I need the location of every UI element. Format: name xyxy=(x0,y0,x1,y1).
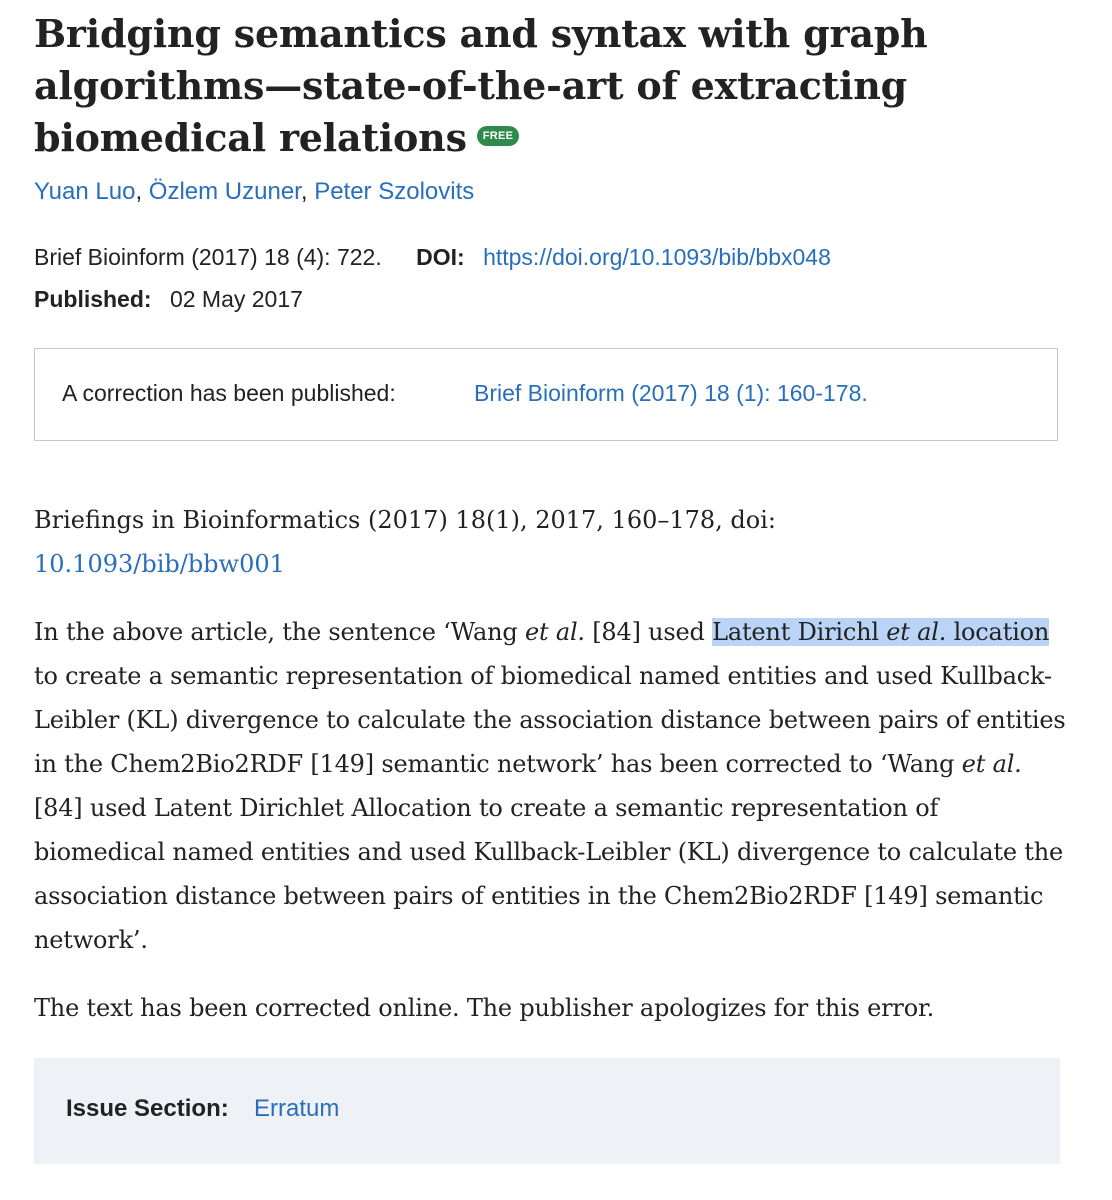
published-label: Published: xyxy=(34,286,152,312)
author-link-peter-szolovits[interactable]: Peter Szolovits xyxy=(314,178,475,205)
published-line xyxy=(34,284,1060,314)
doi-link[interactable]: https://doi.org/10.1093/bib/bbx048 xyxy=(483,244,831,270)
selected-text-part: Latent Dirichl xyxy=(712,618,887,646)
correction-label: A correction has been published: xyxy=(62,380,396,406)
para-italic: et al. xyxy=(524,618,585,646)
author-separator: , xyxy=(300,178,315,205)
selected-text xyxy=(712,618,1049,646)
para-text: to create a semantic representation of biomedical named entities and used Kullback-Leibler (KL) divergence to calculate the association distance between pairs of entities in the Chem2Bio2RDF [149] semantic network’ has been corrected to ‘Wang xyxy=(34,662,1066,778)
free-access-badge: FREE xyxy=(477,126,520,146)
citation-line xyxy=(34,242,1060,272)
correction-notice xyxy=(34,348,1058,441)
author-separator: , xyxy=(135,178,149,205)
closing-statement: The text has been corrected online. The publisher apologizes for this error. xyxy=(34,994,935,1022)
author-link-ozlem-uzuner[interactable]: Özlem Uzuner xyxy=(148,178,301,205)
published-date: 02 May 2017 xyxy=(169,286,303,312)
article-title xyxy=(34,8,1060,164)
journal-reference xyxy=(34,498,1060,586)
journal-reference-text: Briefings in Bioinformatics (2017) 18(1), 2017, 160–178, doi: xyxy=(34,506,777,534)
issue-section-label: Issue Section: xyxy=(66,1095,229,1122)
erratum-paragraph xyxy=(34,610,1074,962)
doi-label: DOI: xyxy=(416,244,465,270)
article-title-text: Bridging semantics and syntax with graph algorithms—state-of-the-art of extracting biomedical relations xyxy=(34,11,928,160)
para-text: In the above article, the sentence ‘Wang xyxy=(34,618,525,646)
selected-text-part: location xyxy=(946,618,1050,646)
issue-section-link[interactable]: Erratum xyxy=(254,1095,340,1122)
citation-text: Brief Bioinform (2017) 18 (4): 722. xyxy=(34,244,382,270)
article-page xyxy=(34,0,1066,1122)
author-list xyxy=(34,176,1060,208)
author-link-yuan-luo[interactable]: Yuan Luo xyxy=(34,178,136,205)
correction-link[interactable]: Brief Bioinform (2017) 18 (1): 160-178. xyxy=(474,380,868,406)
selected-text-italic: et al. xyxy=(886,618,947,646)
para-italic: et al. xyxy=(961,750,1022,778)
journal-doi-link[interactable]: 10.1093/bib/bbw001 xyxy=(34,550,285,578)
para-text: [84] used xyxy=(584,618,713,646)
issue-section-box xyxy=(34,1058,1060,1164)
para-text: [84] used Latent Dirichlet Allocation to create a semantic representation of biomedical named entities and used Kullback-Leibler (KL) divergence to calculate the association distance between pairs of entities in the Chem2Bio2RDF [149] semantic network’. xyxy=(34,794,1063,954)
